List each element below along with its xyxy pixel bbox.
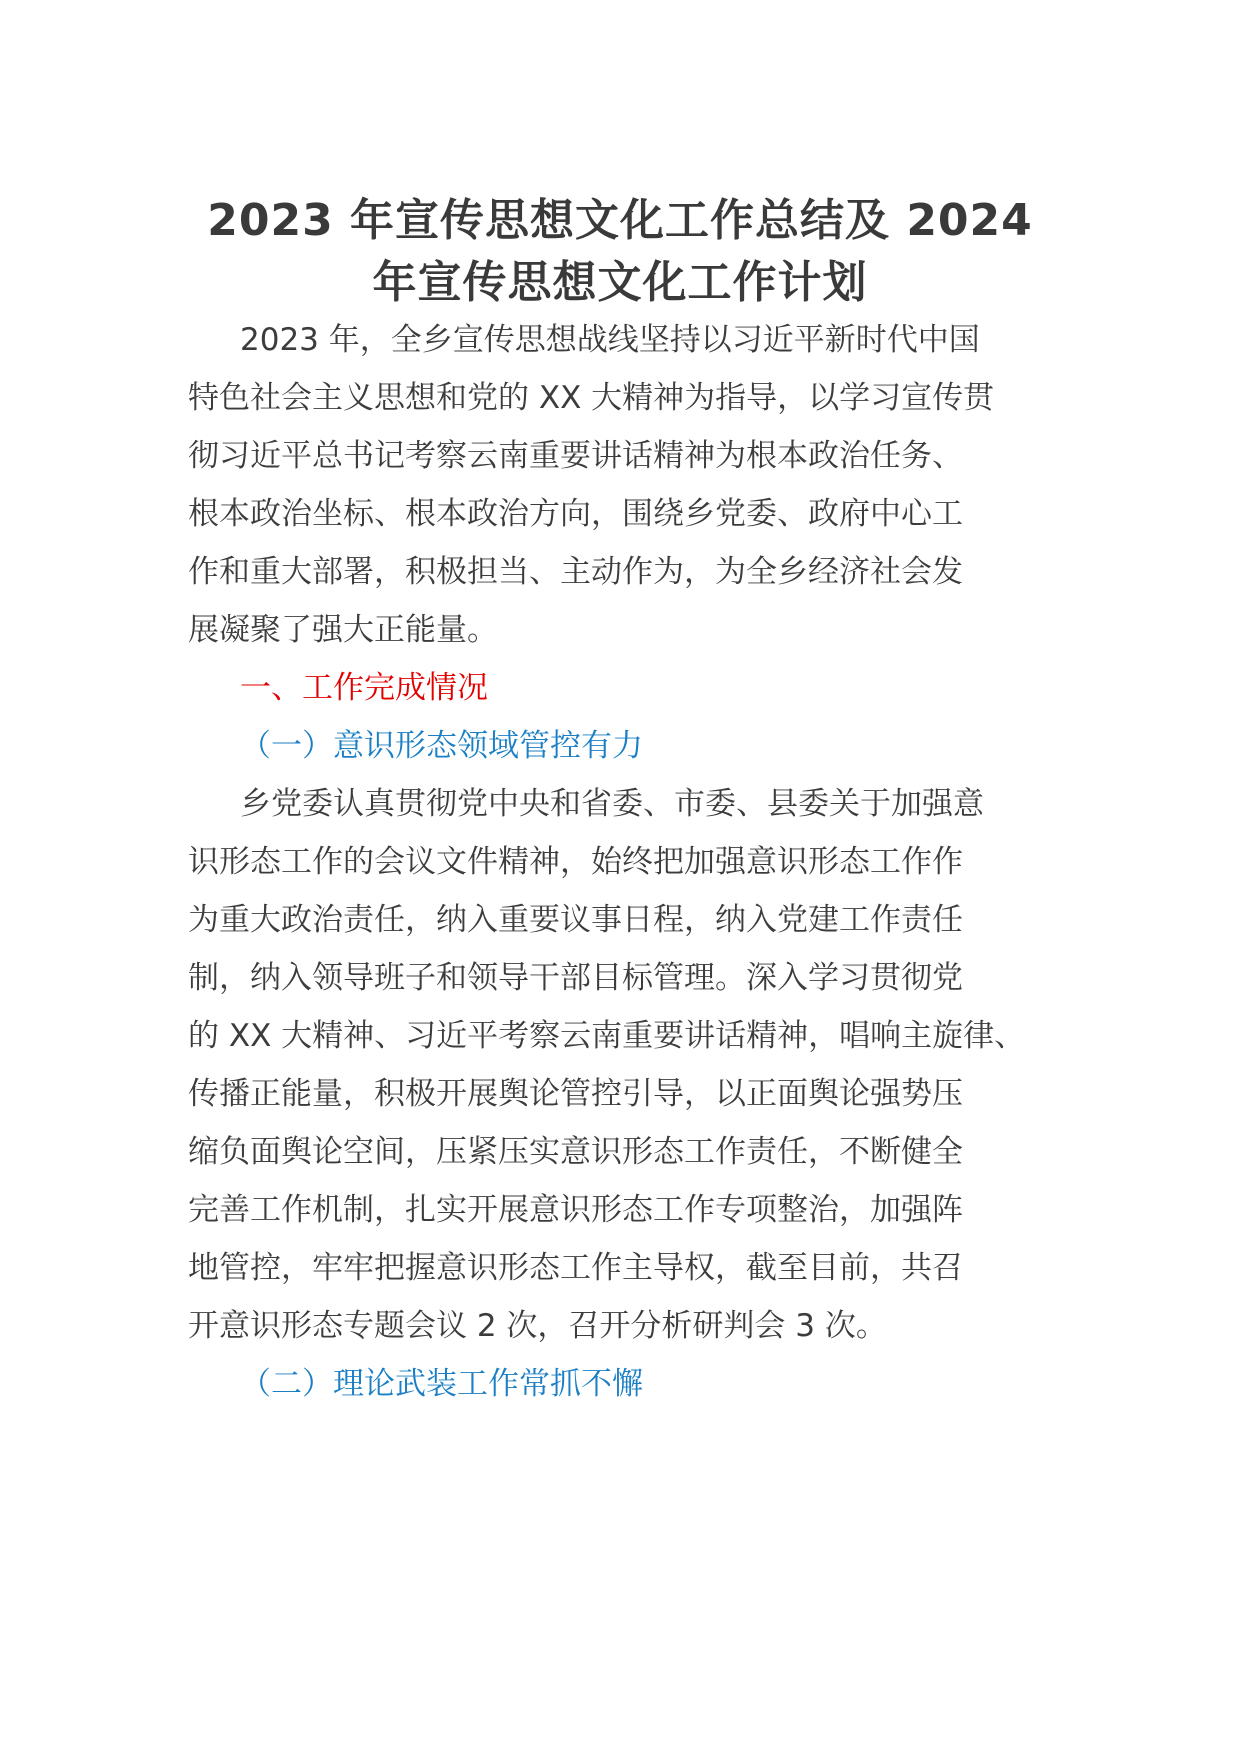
sub1-line-1: 乡党委认真贯彻党中央和省委、市委、县委关于加强意 [240,786,984,822]
sub1-line-2: 识形态工作的会议文件精神，始终把加强意识形态工作作 [188,844,963,880]
sub1-line-4: 制，纳入领导班子和领导干部目标管理。深入学习贯彻党 [188,960,963,996]
title-line-2: 年宣传思想文化工作计划 [372,257,868,308]
section-heading: 一、工作完成情况 [240,670,488,706]
sub1-line-5: 的 XX 大精神、习近平考察云南重要讲话精神，唱响主旋律、 [188,1018,1026,1054]
subsection-heading-1: （一）意识形态领域管控有力 [240,728,643,764]
sub1-line-10: 开意识形态专题会议 2 次，召开分析研判会 3 次。 [188,1308,887,1344]
sub1-line-6: 传播正能量，积极开展舆论管控引导，以正面舆论强势压 [188,1076,963,1112]
intro-line-6: 展凝聚了强大正能量。 [188,612,498,648]
sub1-line-7: 缩负面舆论空间，压紧压实意识形态工作责任，不断健全 [188,1134,963,1170]
intro-line-1: 2023 年，全乡宣传思想战线坚持以习近平新时代中国 [240,322,980,358]
intro-line-2: 特色社会主义思想和党的 XX 大精神为指导，以学习宣传贯 [188,380,995,416]
sub1-line-3: 为重大政治责任，纳入重要议事日程，纳入党建工作责任 [188,902,963,938]
document-title [190,190,1050,314]
sub1-line-9: 地管控，牢牢把握意识形态工作主导权，截至目前，共召 [188,1250,963,1286]
intro-line-4: 根本政治坐标、根本政治方向，围绕乡党委、政府中心工 [188,496,963,532]
subsection-heading-2: （二）理论武装工作常抓不懈 [240,1366,643,1402]
intro-line-3: 彻习近平总书记考察云南重要讲话精神为根本政治任务、 [188,438,963,474]
intro-line-5: 作和重大部署，积极担当、主动作为，为全乡经济社会发 [188,554,963,590]
sub1-line-8: 完善工作机制，扎实开展意识形态工作专项整治，加强阵 [188,1192,963,1228]
title-line-1: 2023 年宣传思想文化工作总结及 2024 [207,195,1033,246]
